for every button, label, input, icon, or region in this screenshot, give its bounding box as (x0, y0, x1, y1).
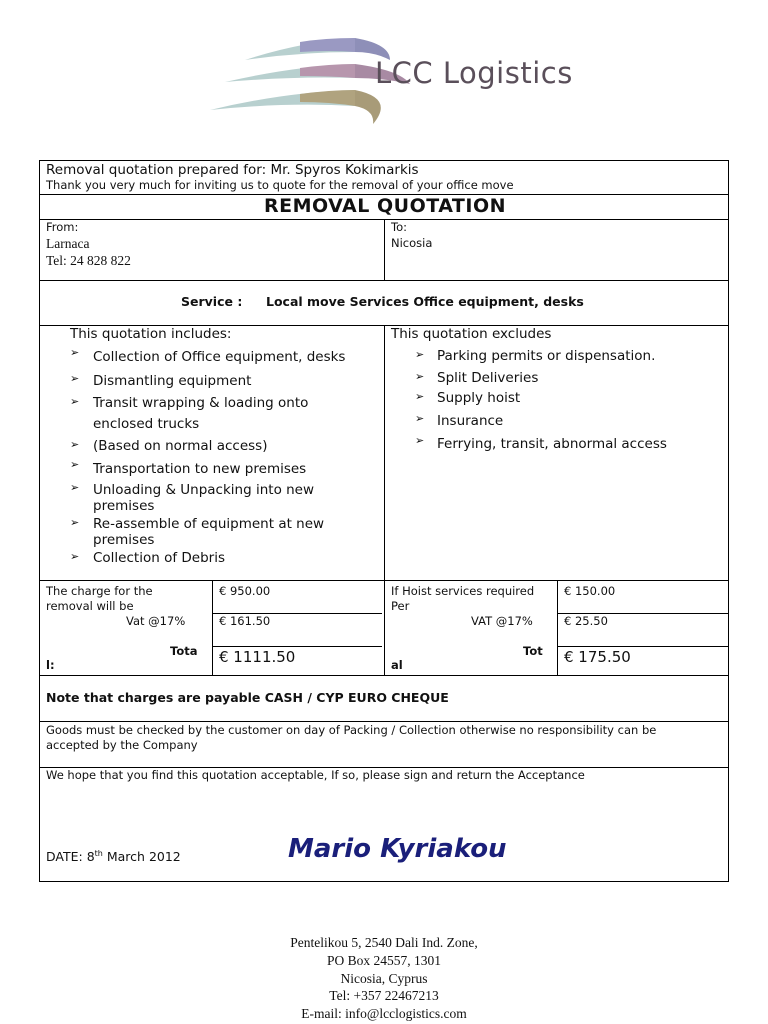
charge-total-label: Tota (170, 644, 198, 658)
logo-swoosh-1b (300, 38, 355, 52)
date-prefix: DATE: 8 (46, 849, 95, 864)
arrow-bullet-icon: ➢ (70, 481, 80, 494)
from-tel: Tel: 24 828 822 (46, 253, 131, 268)
hoist-vat: € 25.50 (564, 614, 608, 628)
arrow-bullet-icon: ➢ (70, 550, 80, 563)
includes-heading: This quotation includes: (70, 326, 232, 342)
arrow-bullet-icon: ➢ (70, 372, 80, 385)
list-item: Parking permits or dispensation. (437, 348, 656, 364)
service-value: Local move Services Office equipment, desks (266, 294, 584, 309)
acceptance-text: We hope that you find this quotation acceptable, If so, please sign and return the Acceptance (46, 768, 585, 782)
signature: Mario Kyriakou (288, 834, 507, 864)
excludes-heading: This quotation excludes (391, 326, 552, 342)
list-item: Transit wrapping & loading onto (93, 395, 309, 411)
list-item: Collection of Office equipment, desks (93, 349, 346, 365)
list-item: premises (93, 532, 155, 548)
date-line (46, 849, 181, 864)
payment-note: Note that charges are payable CASH / CYP EURO CHEQUE (46, 690, 449, 705)
hoist-label-1: If Hoist services required (391, 584, 535, 598)
logo-swoosh-2b (300, 64, 355, 78)
footer-line: Nicosia, Cyprus (340, 970, 428, 986)
goods-line-2: accepted by the Company (46, 738, 198, 752)
quotation-form (39, 160, 729, 882)
list-item: Dismantling equipment (93, 373, 252, 389)
charge-amount: € 950.00 (219, 584, 271, 598)
list-item: (Based on normal access) (93, 438, 268, 454)
arrow-bullet-icon: ➢ (415, 434, 425, 447)
to-city: Nicosia (391, 236, 433, 250)
goods-line-1: Goods must be checked by the customer on day of Packing / Collection otherwise no responsibility can be (46, 723, 657, 737)
arrow-bullet-icon: ➢ (415, 348, 425, 361)
from-city: Larnaca (46, 236, 90, 251)
arrow-bullet-icon: ➢ (70, 458, 80, 471)
footer-line: Pentelikou 5, 2540 Dali Ind. Zone, (290, 935, 478, 950)
charge-vat: € 161.50 (219, 614, 271, 628)
company-name: LCC Logistics (375, 56, 573, 90)
charge-label-2: removal will be (46, 599, 134, 613)
arrow-bullet-icon: ➢ (70, 516, 80, 529)
footer-line: PO Box 24557, 1301 (326, 952, 441, 968)
hoist-amount: € 150.00 (564, 584, 616, 598)
arrow-bullet-icon: ➢ (70, 438, 80, 451)
date-rest: March 2012 (102, 849, 181, 864)
list-item: Insurance (437, 413, 504, 429)
charge-total-label-cont: l: (46, 658, 55, 672)
list-item: Transportation to new premises (93, 461, 307, 477)
hoist-total-label: Tot (523, 644, 543, 658)
hoist-label-2: Per (391, 599, 410, 613)
date-suffix: th (94, 849, 103, 858)
hoist-total-label-cont: al (391, 658, 403, 672)
list-item: Collection of Debris (93, 550, 225, 566)
footer-email: E-mail: info@lcclogistics.com (301, 1006, 467, 1022)
list-item: Split Deliveries (437, 370, 539, 386)
logo-swoosh-3c (355, 90, 381, 124)
arrow-bullet-icon: ➢ (415, 390, 425, 403)
arrow-bullet-icon: ➢ (415, 370, 425, 383)
hoist-total: € 175.50 (564, 648, 631, 666)
arrow-bullet-icon: ➢ (415, 412, 425, 425)
charge-total: € 1111.50 (219, 648, 296, 666)
arrow-bullet-icon: ➢ (70, 346, 80, 359)
thanks-line: Thank you very much for inviting us to quote for the removal of your office move (46, 178, 514, 192)
list-item: enclosed trucks (93, 416, 200, 432)
hoist-vat-label: VAT @17% (471, 614, 533, 628)
arrow-bullet-icon: ➢ (70, 395, 80, 408)
footer-line: Tel: +357 22467213 (329, 988, 439, 1004)
footer-address (0, 934, 768, 1023)
list-item: Ferrying, transit, abnormal access (437, 436, 667, 452)
prepared-for: Removal quotation prepared for: Mr. Spyros Kokimarkis (46, 162, 419, 178)
page-title: REMOVAL QUOTATION (263, 195, 507, 217)
charge-label-1: The charge for the (46, 584, 153, 598)
list-item: Supply hoist (437, 390, 521, 406)
service-label: Service : (181, 294, 243, 309)
from-label: From: (46, 220, 79, 234)
list-item: Re-assemble of equipment at new (93, 516, 325, 532)
to-label: To: (391, 220, 407, 234)
list-item: Unloading & Unpacking into new (93, 482, 315, 498)
charge-vat-label: Vat @17% (126, 614, 186, 628)
list-item: premises (93, 498, 155, 514)
